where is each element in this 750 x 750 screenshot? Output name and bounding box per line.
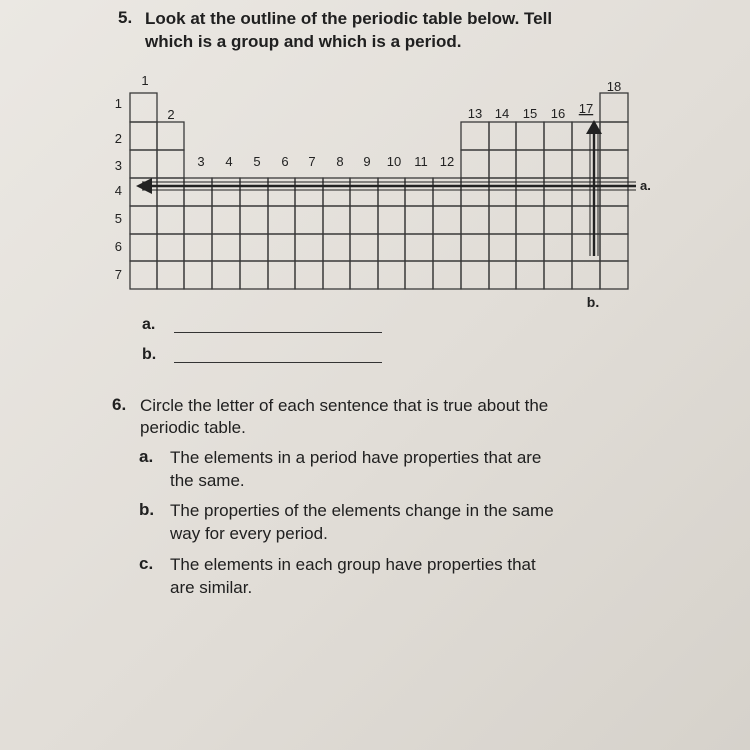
question-5-number: 5. <box>118 8 133 27</box>
table-cell <box>130 234 157 261</box>
group-number-3: 3 <box>197 154 205 169</box>
choice-a-letter[interactable]: a. <box>139 447 154 466</box>
table-cell <box>405 206 433 234</box>
table-cell <box>489 261 516 289</box>
answer-a-label: a. <box>142 316 156 333</box>
group-number-15: 15 <box>522 106 538 121</box>
table-cell <box>212 206 240 234</box>
group-number-11: 11 <box>414 154 428 169</box>
table-cell <box>544 234 572 261</box>
table-cell <box>405 234 433 261</box>
table-cell <box>489 234 516 261</box>
table-cell <box>544 261 572 289</box>
table-cell <box>600 93 628 122</box>
group-number-10: 10 <box>386 154 402 169</box>
table-cell <box>378 234 405 261</box>
table-cell <box>572 150 600 178</box>
table-cell <box>350 261 378 289</box>
periodic-table-cells <box>130 93 628 289</box>
table-cell <box>212 234 240 261</box>
choice-b-letter[interactable]: b. <box>139 500 155 519</box>
table-cell <box>600 206 628 234</box>
table-cell <box>572 234 600 261</box>
periodic-table-labels <box>115 73 651 310</box>
period-number-1: 1 <box>114 96 122 111</box>
table-cell <box>157 261 184 289</box>
group-number-13: 13 <box>467 106 483 121</box>
table-cell <box>323 261 350 289</box>
table-cell <box>130 261 157 289</box>
table-cell <box>157 234 184 261</box>
table-cell <box>600 150 628 178</box>
group-number-2: 2 <box>167 107 175 122</box>
table-cell <box>157 122 184 150</box>
period-number-5: 5 <box>114 211 122 226</box>
group-number-7: 7 <box>308 154 316 169</box>
table-cell <box>572 261 600 289</box>
table-cell <box>600 234 628 261</box>
table-cell <box>268 206 295 234</box>
table-cell <box>489 150 516 178</box>
group-number-9: 9 <box>363 154 371 169</box>
table-cell <box>461 206 489 234</box>
table-cell <box>157 150 184 178</box>
table-cell <box>268 234 295 261</box>
group-number-6: 6 <box>281 154 289 169</box>
table-cell <box>516 261 544 289</box>
table-cell <box>516 122 544 150</box>
table-cell <box>516 150 544 178</box>
table-cell <box>240 261 268 289</box>
table-cell <box>240 234 268 261</box>
period-number-6: 6 <box>114 239 122 254</box>
table-cell <box>295 261 323 289</box>
table-cell <box>212 261 240 289</box>
table-cell <box>461 150 489 178</box>
table-cell <box>130 93 157 122</box>
period-number-2: 2 <box>114 131 122 146</box>
arrow-label-a: a. <box>640 178 651 193</box>
group-number-16: 16 <box>550 106 566 121</box>
group-number-12: 12 <box>439 154 455 169</box>
answer-b-label: b. <box>142 346 157 363</box>
table-cell <box>572 206 600 234</box>
group-number-5: 5 <box>253 154 261 169</box>
table-cell <box>184 261 212 289</box>
table-cell <box>323 206 350 234</box>
table-cell <box>600 122 628 150</box>
choice-c-letter[interactable]: c. <box>139 554 154 573</box>
table-cell <box>350 234 378 261</box>
table-cell <box>350 206 378 234</box>
table-cell <box>130 206 157 234</box>
arrow-label-b: b. <box>586 294 600 310</box>
choice-a-line2: the same. <box>170 471 245 490</box>
table-cell <box>268 261 295 289</box>
table-cell <box>516 234 544 261</box>
table-cell <box>295 206 323 234</box>
table-cell <box>489 206 516 234</box>
question-6-text-line2: periodic table. <box>140 418 246 437</box>
table-cell <box>600 261 628 289</box>
choice-a-line1: The elements in a period have properties that are <box>170 448 542 467</box>
table-cell <box>378 261 405 289</box>
periodic-table-arrows <box>136 120 636 256</box>
table-cell <box>323 234 350 261</box>
period-number-3: 3 <box>114 158 122 173</box>
answer-a-line[interactable] <box>174 332 382 333</box>
group-number-4: 4 <box>225 154 233 169</box>
question-5-text-line2: which is a group and which is a period. <box>145 32 462 51</box>
table-cell <box>433 206 461 234</box>
question-5-text-line1: Look at the outline of the periodic table below. Tell <box>145 9 553 28</box>
table-cell <box>544 122 572 150</box>
group-number-14: 14 <box>494 106 510 121</box>
choice-b-line2: way for every period. <box>170 524 328 543</box>
table-cell <box>433 234 461 261</box>
choice-b-line1: The properties of the elements change in the same <box>170 501 554 520</box>
choice-c-line2: are similar. <box>170 578 253 597</box>
table-cell <box>433 261 461 289</box>
question-6-text-line1: Circle the letter of each sentence that is true about the <box>140 396 549 415</box>
table-cell <box>240 206 268 234</box>
period-number-7: 7 <box>114 267 122 282</box>
table-cell <box>544 206 572 234</box>
table-cell <box>295 234 323 261</box>
table-cell <box>405 261 433 289</box>
answer-b-line[interactable] <box>174 362 382 363</box>
table-cell <box>378 206 405 234</box>
table-cell <box>130 150 157 178</box>
table-cell <box>461 122 489 150</box>
group-number-8: 8 <box>336 154 344 169</box>
table-cell <box>461 261 489 289</box>
choice-c-line1: The elements in each group have properties that <box>170 555 536 574</box>
table-cell <box>157 206 184 234</box>
group-number-17: 17 <box>578 101 594 116</box>
table-cell <box>516 206 544 234</box>
table-cell <box>489 122 516 150</box>
period-arrow-head <box>136 178 152 194</box>
group-number-1: 1 <box>141 73 149 88</box>
table-cell <box>184 234 212 261</box>
question-6-number: 6. <box>112 395 127 414</box>
table-cell <box>130 122 157 150</box>
table-cell <box>184 206 212 234</box>
group-number-18: 18 <box>606 79 622 94</box>
period-number-4: 4 <box>114 183 122 198</box>
table-cell <box>544 150 572 178</box>
table-cell <box>461 234 489 261</box>
